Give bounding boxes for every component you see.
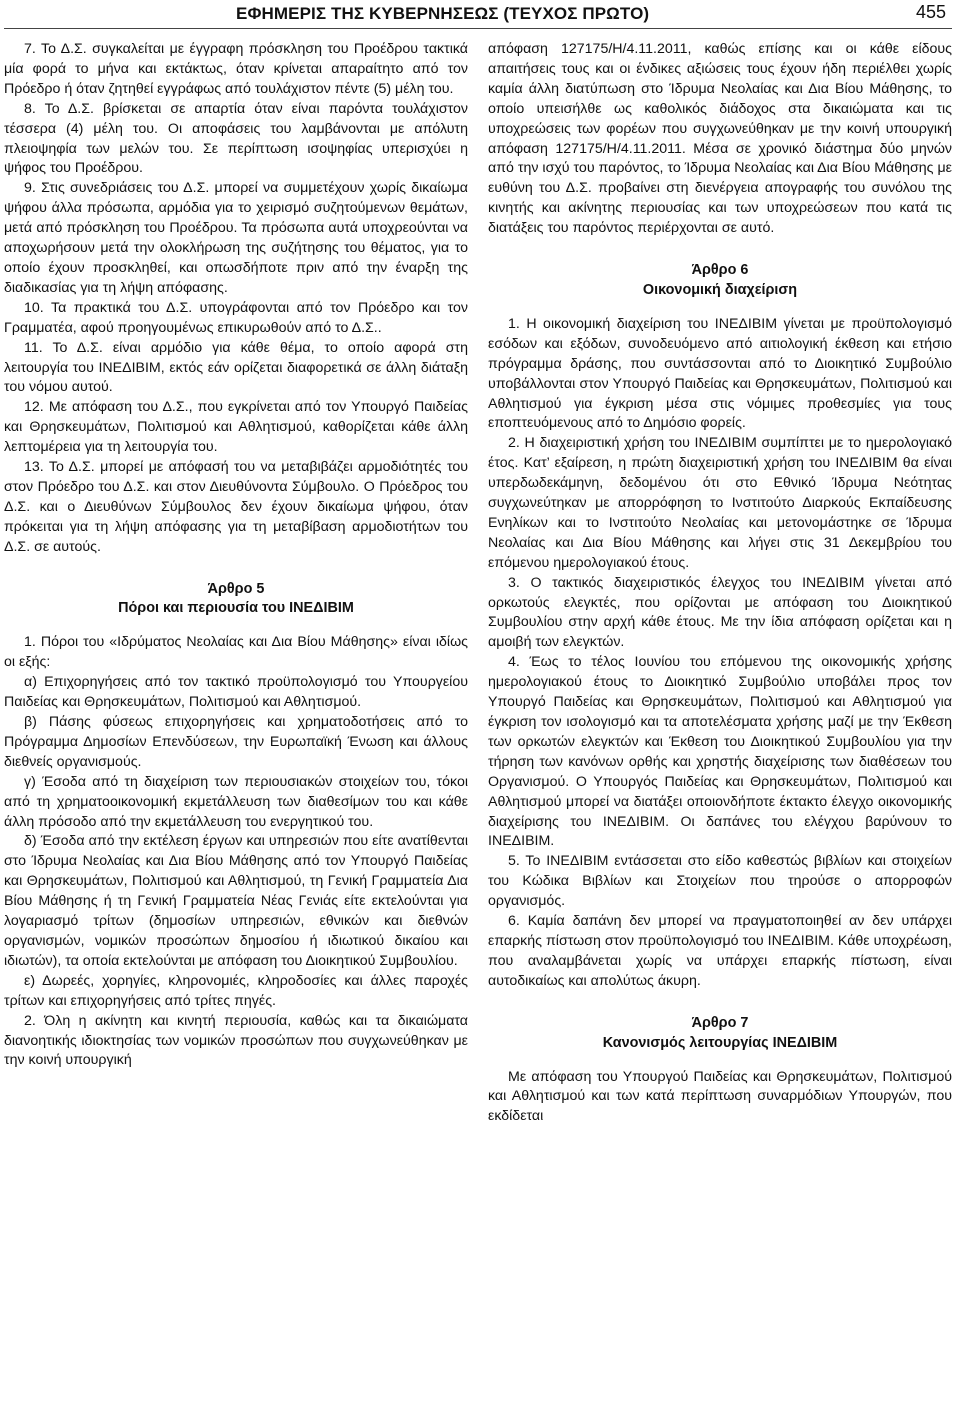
article-5-label: Άρθρο 5 [207, 580, 265, 597]
paragraph-11: 11. Το Δ.Σ. είναι αρμόδιο για κάθε θέμα, το οποίο αφορά στη λειτουργία του ΙΝΕΔΙΒΙΜ, εκτός εάν ορίζεται διαφορετικά σε άλλη διάταξη του νόμου αυτού. [4, 339, 468, 396]
article-6-title: Οικονομική διαχείριση [642, 281, 798, 298]
article-7-intro: Με απόφαση του Υπουργού Παιδείας και Θρησκευμάτων, Πολιτισμού και Αθλητισμού και των κατά περίπτωση συναρμόδιων Υπουργών, που εκδίδεται [488, 1068, 952, 1125]
right-column [488, 40, 952, 1127]
article-6-paragraph-5: 5. Το ΙΝΕΔΙΒΙΜ εντάσσεται στο είδο καθεστώς βιβλίων και στοιχείων του Κώδικα Βιβλίων και Στοιχείων που τηρούσε ο απορροφών οργανισμός. [488, 853, 952, 910]
article-5-title: Πόροι και περιουσία του ΙΝΕΔΙΒΙΜ [118, 600, 354, 617]
paragraph-8: 8. Το Δ.Σ. βρίσκεται σε απαρτία όταν είναι παρόντα τουλάχιστον τέσσερα (4) μέλη του. Οι αποφάσεις του λαμβάνονται με απόλυτη πλειοψηφία των μελών του. Σε περίπτωση ισοψηφίας υπερισχύει η ψήφος του Προέδρου. [4, 100, 468, 177]
paragraph-7: 7. Το Δ.Σ. συγκαλείται με έγγραφη πρόσκληση του Προέδρου τακτικά μία φορά το μήνα και εκτάκτως, όταν κρίνεται απαραίτητο από τον Πρόεδρο ή όταν ζητηθεί εγγράφως από τουλάχιστον πέντε (5) μέλη του. [4, 41, 468, 97]
page-number: 455 [915, 2, 946, 22]
header-divider [4, 28, 952, 29]
continuation-paragraph: απόφαση 127175/Η/4.11.2011, καθώς επίσης και οι κάθε είδους απαιτήσεις τους και οι ένδικες αξιώσεις τους έχουν ήδη περιέλθει χωρίς καμία άλλη διατύπωση στο Ίδρυμα Νεολαίας και Δια Βίου Μάθησης, το οποίο υπεισήλθε ως καθολικός διάδοχος στα δικαιώματα και τις υποχρεώσεις των φορέων που συγχωνεύθηκαν με την κοινή υπουργική απόφαση 127175/Η/4.11.2011. Μέσα σε χρονικό διάστημα δύο μηνών από την ισχύ του παρόντος, το Ίδρυμα Νεολαίας και Δια Βίου Μάθησης με ευθύνη του Δ.Σ. προβαίνει στη διενέργεια απογραφής του συνόλου της κινητής και ακίνητης περιουσίας και των υποχρεώσεων που κατά τις διατάξεις του παρόντος περιέρχονται σε αυτό. [488, 41, 952, 237]
article-5-item-d: δ) Έσοδα από την εκτέλεση έργων και υπηρεσιών που είτε ανατίθενται στο Ίδρυμα Νεολαίας και Δια Βίου Μάθησης από τον Υπουργό Παιδείας και Θρησκευμάτων, Πολιτισμού και Αθλητισμού, τη Γενική Γραμματεία Δια Βίου Μάθησης ή τη Γενική Γραμματεία Νέας Γενιάς είτε εκτελούνται για λογαριασμό τρίτων (δημοσίων υπηρεσιών, εθνικών και διεθνών οργανισμών, νομικών προσώπων δημοσίου ή ιδιωτικού δικαίου και ιδιωτών), τα οποία εκτελούνται με απόφαση του Διοικητικού Συμβουλίου. [4, 833, 468, 969]
article-5-paragraph-1: 1. Πόροι του «Ιδρύματος Νεολαίας και Δια Βίου Μάθησης» είναι ιδίως οι εξής: [4, 634, 468, 671]
paragraph-12: 12. Με απόφαση του Δ.Σ., που εγκρίνεται από τον Υπουργό Παιδείας και Θρησκευμάτων, Πολιτισμού και Αθλητισμού, καθορίζεται κάθε άλλη λεπτομέρεια για τη λειτουργία του. [4, 399, 468, 456]
article-7-title: Κανονισμός λειτουργίας ΙΝΕΔΙΒΙΜ [602, 1034, 838, 1051]
article-6-paragraph-6: 6. Καμία δαπάνη δεν μπορεί να πραγματοποιηθεί αν δεν υπάρχει επαρκής πίστωση στον προϋπολογισμό του ΙΝΕΔΙΒΙΜ. Κάθε υποχρέωση, που αναλαμβάνεται χωρίς να υπάρχει επαρκής πίστωση, είναι αυτοδικαίως και απολύτως άκυρη. [488, 913, 952, 989]
article-6-paragraph-3: 3. Ο τακτικός διαχειριστικός έλεγχος του ΙΝΕΔΙΒΙΜ γίνεται από ορκωτούς ελεγκτές, που ορίζονται με απόφαση του Διοικητικού Συμβουλίου στην αρχή κάθε έτους. Με την ίδια απόφαση ορίζεται και η αμοιβή των ελεγκτών. [488, 574, 952, 651]
paragraph-9: 9. Στις συνεδριάσεις του Δ.Σ. μπορεί να συμμετέχουν χωρίς δικαίωμα ψήφου άλλα πρόσωπα, αρμόδια για το χειρισμό συζητούμενων θεμάτων, μετά από πρόσκληση του Προέδρου. Τα πρόσωπα αυτά υποχρεούνται να αποχωρήσουν μετά την ολοκλήρωση της συζήτησης του θέματος, για το οποίο έχουν προσκληθεί, και οπωσδήποτε πριν από την έναρξη της διαδικασίας για τη λήψη απόφασης. [4, 180, 468, 296]
article-5-item-c: γ) Έσοδα από τη διαχείριση των περιουσιακών στοιχείων του, τόκοι από τη χρηματοοικονομική εκμετάλλευση των διαθεσίμων του και κάθε άλλη πρόσοδο από την εκμετάλλευση του ενεργητικού του. [4, 773, 468, 830]
paragraph-10: 10. Τα πρακτικά του Δ.Σ. υπογράφονται από τον Πρόεδρο και τον Γραμματέα, αφού προηγουμένως επικυρωθούν από το Δ.Σ.. [4, 299, 468, 336]
page-header [0, 0, 960, 30]
article-6-paragraph-2: 2. Η διαχειριστική χρήση του ΙΝΕΔΙΒΙΜ συμπίπτει με το ημερολογιακό έτος. Κατ’ εξαίρεση, η πρώτη διαχειριστική χρήση του ΙΝΕΔΙΒΙΜ θα είναι υπερδωδεκάμηνη, δεδομένου ότι στο Εθνικό Ίδρυμα Νεότητας συγχωνεύτηκαν με απορρόφηση το Ινστιτούτο Διαρκούς Εκπαίδευσης Ενηλίκων και το Ινστιτούτο Νεολαίας και μετονομάστηκε σε Ίδρυμα Νεολαίας και Δια Βίου Μάθησης και λήγει στις 31 Δεκεμβρίου του επόμενου ημερολογιακού έτους. [488, 435, 952, 571]
article-5-item-b: β) Πάσης φύσεως επιχορηγήσεις και χρηματοδοτήσεις από το Πρόγραμμα Δημοσίων Επενδύσεων, την Ευρωπαϊκή Ένωση και άλλους διεθνείς οργανισμούς. [4, 714, 468, 770]
article-7-label: Άρθρο 7 [691, 1014, 749, 1031]
gazette-title: ΕΦΗΜΕΡΙΣ ΤΗΣ ΚΥΒΕΡΝΗΣΕΩΣ (ΤΕΥΧΟΣ ΠΡΩΤΟ) [236, 4, 650, 23]
article-6-paragraph-1: 1. Η οικονομική διαχείριση του ΙΝΕΔΙΒΙΜ γίνεται με προϋπολογισμό εσόδων και εξόδων, συνοδευόμενο από αιτιολογική έκθεση και ετήσιο πρόγραμμα δράσης, που συντάσσονται από το Διοικητικό Συμβούλιο υποβάλλονται στον Υπουργό Παιδείας και Θρησκευμάτων, Πολιτισμού και Αθλητισμού για έγκριση μέσα στις νόμιμες προθεσμίες για τους εποπτευόμενους από το Δημόσιο φορείς. [488, 315, 952, 432]
article-5-paragraph-2: 2. Όλη η ακίνητη και κινητή περιουσία, καθώς και τα δικαιώματα διανοητικής ιδιοκτησίας των νομικών προσώπων που συγχωνεύθηκαν με την κοινή υπουργική [4, 1012, 468, 1069]
article-6-label: Άρθρο 6 [691, 262, 749, 279]
paragraph-13: 13. Το Δ.Σ. μπορεί με απόφασή του να μεταβιβάζει αρμοδιότητές του στον Πρόεδρο του Δ.Σ. και στον Διευθύνοντα Σύμβουλο. Ο Πρόεδρος του Δ.Σ. και ο Διευθύνων Σύμβουλος δεν έχουν δικαίωμα ψήφου, όταν πρόκειται για τη λήψη απόφασης για τη μεταβίβαση αρμοδιοτήτων του Δ.Σ. σε αυτούς. [4, 459, 468, 555]
left-column [4, 40, 468, 1071]
article-5-item-a: α) Επιχορηγήσεις από τον τακτικό προϋπολογισμό του Υπουργείου Παιδείας και Θρησκευμάτων, Πολιτισμού και Αθλητισμού. [4, 674, 468, 711]
article-5-item-e: ε) Δωρεές, χορηγίες, κληρονομιές, κληροδοσίες και άλλες παροχές τρίτων και επιχορηγήσεις από τρίτες πηγές. [4, 972, 468, 1009]
article-6-paragraph-4: 4. Έως το τέλος Ιουνίου του επόμενου της οικονομικής χρήσης ημερολογιακού έτους το Διοικητικό Συμβούλιο υποβάλει προς τον Υπουργό Παιδείας και Θρησκευμάτων, Πολιτισμού και Αθλητισμού για έγκριση τον ισολογισμό και τα αποτελέσματα χρήσης μαζί με την Έκθεση των ορκωτών ελεγκτών και Έκθεση του Διοικητικού Συμβουλίου για την τήρηση των κανόνων ορθής και χρηστής διαχείρισης των διαθέσεων του Οργανισμού. Ο Υπουργός Παιδείας και Θρησκευμάτων, Πολιτισμού και Αθλητισμού μπορεί να διατάξει οποιονδήποτε έκτακτο έλεγχο οικονομικής διαχείρισης του ΙΝΕΔΙΒΙΜ. Οι δαπάνες του ελέγχου βαρύνουν το ΙΝΕΔΙΒΙΜ. [488, 654, 952, 850]
